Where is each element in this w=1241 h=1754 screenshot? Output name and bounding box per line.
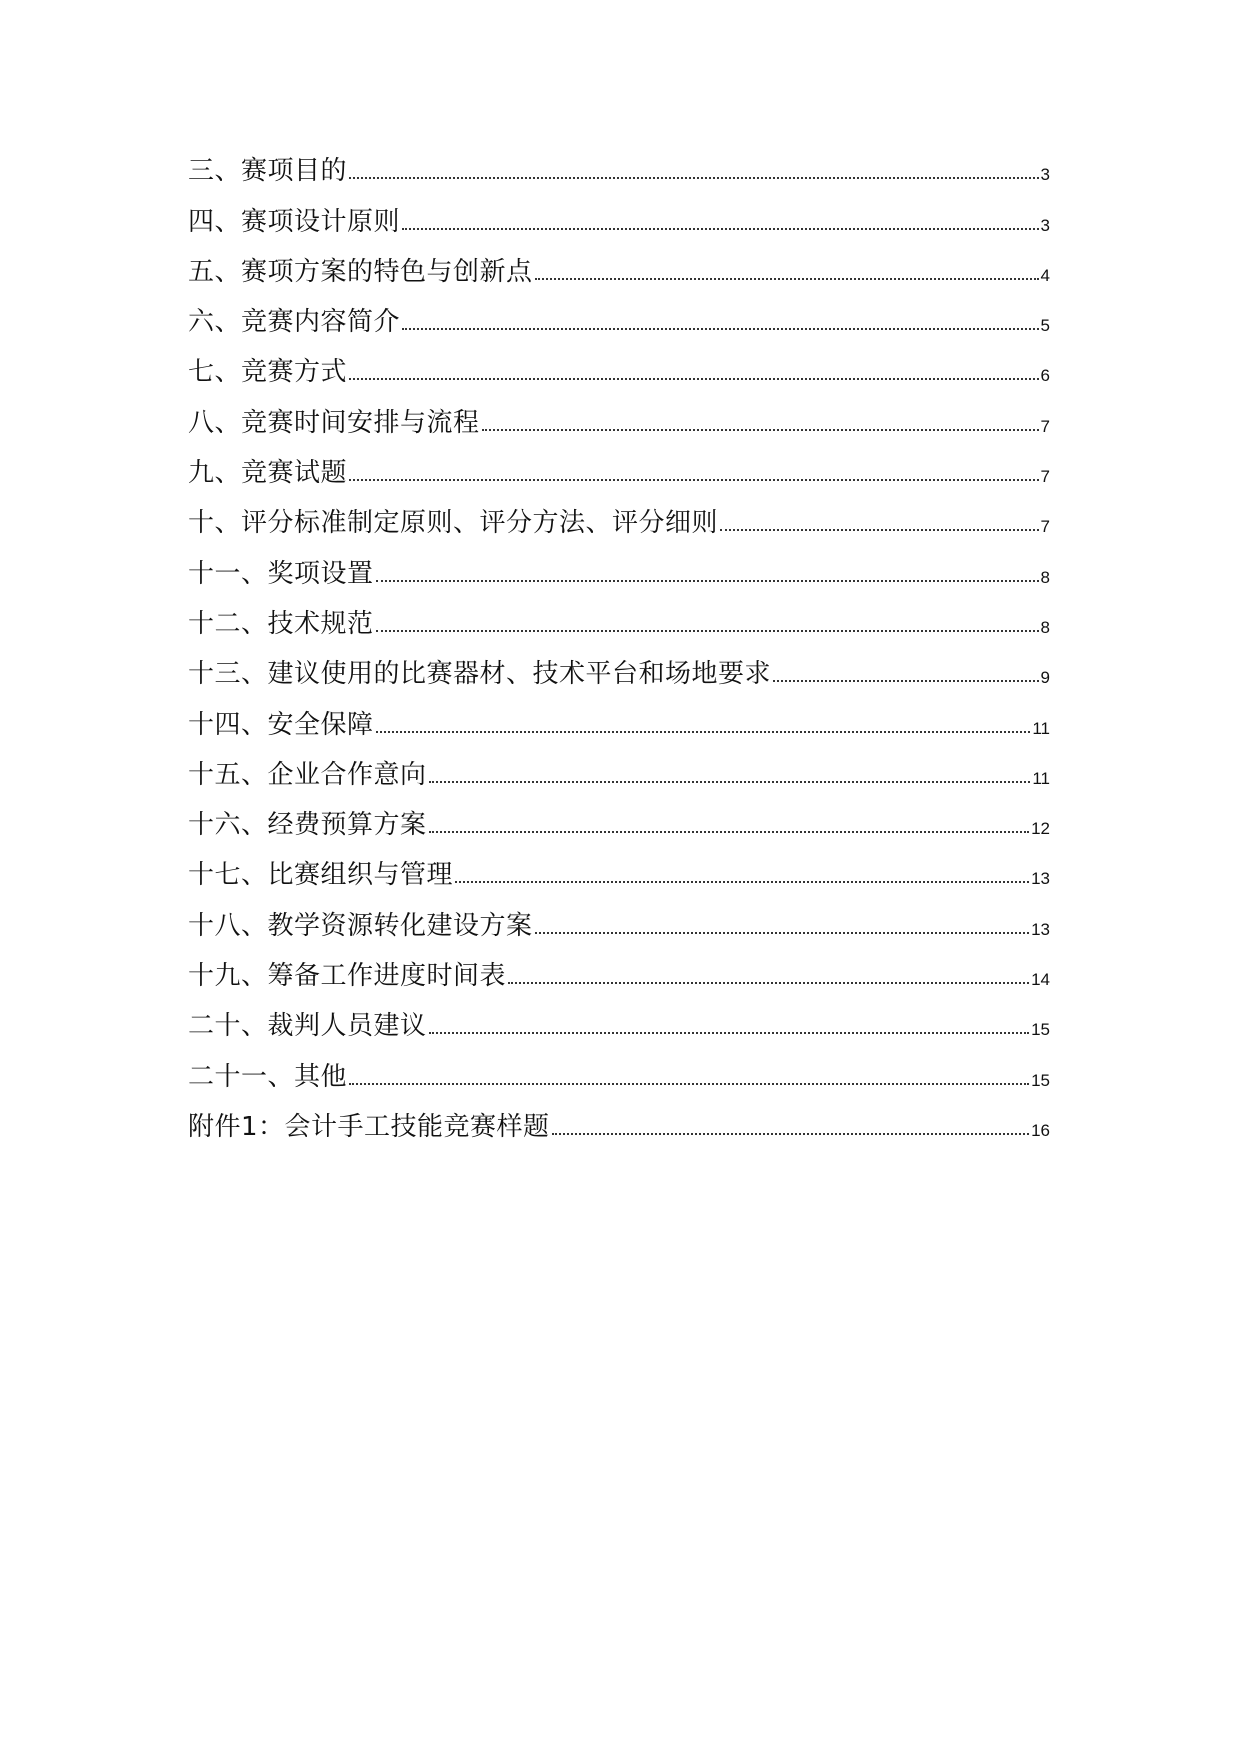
toc-entry[interactable] bbox=[188, 701, 1050, 751]
toc-entry[interactable] bbox=[188, 148, 1050, 198]
toc-entry[interactable] bbox=[188, 802, 1050, 852]
toc-dot-leader bbox=[402, 328, 1039, 330]
toc-entry-page[interactable]: 5 bbox=[1040, 316, 1050, 336]
toc-dot-leader bbox=[773, 680, 1039, 682]
toc-entry[interactable] bbox=[188, 349, 1050, 399]
toc-entry-page[interactable]: 8 bbox=[1040, 567, 1050, 587]
toc-dot-leader bbox=[349, 177, 1039, 179]
toc-entry-page[interactable]: 3 bbox=[1040, 165, 1050, 185]
toc-entry-title[interactable]: 十三、建议使用的比赛器材、技术平台和场地要求 bbox=[188, 659, 772, 690]
toc-entry-page[interactable]: 15 bbox=[1031, 1020, 1050, 1040]
toc-entry[interactable] bbox=[188, 198, 1050, 248]
toc-entry-page[interactable]: 8 bbox=[1040, 617, 1050, 637]
toc-entry[interactable] bbox=[188, 550, 1050, 600]
toc-entry-title[interactable]: 十七、比赛组织与管理 bbox=[188, 860, 454, 891]
toc-entry-page[interactable]: 11 bbox=[1032, 718, 1050, 738]
toc-dot-leader bbox=[535, 932, 1030, 934]
toc-entry-title[interactable]: 二十一、其他 bbox=[188, 1061, 348, 1092]
toc-entry-title[interactable]: 二十、裁判人员建议 bbox=[188, 1011, 427, 1042]
toc-dot-leader bbox=[349, 378, 1039, 380]
toc-entry-title[interactable]: 四、赛项设计原则 bbox=[188, 206, 401, 237]
toc-entry-page[interactable]: 7 bbox=[1040, 416, 1050, 436]
toc-entry-page[interactable]: 7 bbox=[1040, 517, 1050, 537]
toc-dot-leader bbox=[535, 278, 1039, 280]
toc-dot-leader bbox=[349, 1083, 1029, 1085]
toc-entry[interactable] bbox=[188, 852, 1050, 902]
toc-entry[interactable] bbox=[188, 953, 1050, 1003]
toc-entry[interactable] bbox=[188, 752, 1050, 802]
toc-entry[interactable] bbox=[188, 651, 1050, 701]
toc-entry-title[interactable]: 十四、安全保障 bbox=[188, 709, 374, 740]
toc-entry[interactable] bbox=[188, 249, 1050, 299]
toc-dot-leader bbox=[482, 429, 1039, 431]
toc-dot-leader bbox=[376, 630, 1039, 632]
toc-dot-leader bbox=[720, 529, 1039, 531]
toc-entry-title[interactable]: 附件1：会计手工技能竞赛样题 bbox=[188, 1111, 550, 1142]
toc-entry-page[interactable]: 6 bbox=[1040, 366, 1050, 386]
toc-entry-page[interactable]: 7 bbox=[1040, 467, 1050, 487]
toc-entry-page[interactable]: 13 bbox=[1031, 869, 1050, 889]
toc-dot-leader bbox=[455, 881, 1029, 883]
toc-entry-title[interactable]: 五、赛项方案的特色与创新点 bbox=[188, 256, 533, 287]
toc-dot-leader bbox=[349, 479, 1039, 481]
toc-entry-page[interactable]: 16 bbox=[1031, 1120, 1050, 1140]
toc-entry-title[interactable]: 十、评分标准制定原则、评分方法、评分细则 bbox=[188, 508, 719, 539]
toc-entry[interactable] bbox=[188, 299, 1050, 349]
toc-entry-title[interactable]: 十二、技术规范 bbox=[188, 608, 374, 639]
toc-entry-page[interactable]: 14 bbox=[1031, 970, 1050, 990]
toc-entry-page[interactable]: 15 bbox=[1031, 1070, 1050, 1090]
toc-entry-page[interactable]: 12 bbox=[1031, 819, 1050, 839]
toc-entry[interactable] bbox=[188, 1003, 1050, 1053]
toc-entry-title[interactable]: 十六、经费预算方案 bbox=[188, 810, 427, 841]
toc-dot-leader bbox=[429, 781, 1031, 783]
toc-dot-leader bbox=[376, 731, 1031, 733]
toc-dot-leader bbox=[376, 580, 1039, 582]
toc-entry-title[interactable]: 九、竞赛试题 bbox=[188, 458, 348, 489]
toc-entry-title[interactable]: 十五、企业合作意向 bbox=[188, 759, 427, 790]
toc-entry[interactable] bbox=[188, 1104, 1050, 1154]
toc-entry[interactable] bbox=[188, 1053, 1050, 1103]
toc-entry[interactable] bbox=[188, 902, 1050, 952]
toc-entry-title[interactable]: 十八、教学资源转化建设方案 bbox=[188, 910, 533, 941]
toc-entry[interactable] bbox=[188, 399, 1050, 449]
toc-entry[interactable] bbox=[188, 601, 1050, 651]
toc-entry-title[interactable]: 十九、筹备工作进度时间表 bbox=[188, 961, 507, 992]
toc-dot-leader bbox=[429, 1032, 1030, 1034]
toc-entry-title[interactable]: 七、竞赛方式 bbox=[188, 357, 348, 388]
toc-entry-page[interactable]: 11 bbox=[1032, 768, 1050, 788]
toc-entry-page[interactable]: 9 bbox=[1040, 668, 1050, 688]
toc-entry-page[interactable]: 13 bbox=[1031, 919, 1050, 939]
toc-dot-leader bbox=[508, 982, 1029, 984]
toc-entry-page[interactable]: 3 bbox=[1040, 215, 1050, 235]
toc-dot-leader bbox=[402, 228, 1039, 230]
toc-dot-leader bbox=[429, 831, 1030, 833]
toc-entry-page[interactable]: 4 bbox=[1040, 265, 1050, 285]
toc-entry[interactable] bbox=[188, 450, 1050, 500]
toc-entry-title[interactable]: 十一、奖项设置 bbox=[188, 558, 374, 589]
toc-entry[interactable] bbox=[188, 500, 1050, 550]
toc-entry-title[interactable]: 三、赛项目的 bbox=[188, 156, 348, 187]
toc-dot-leader bbox=[552, 1133, 1030, 1135]
toc-entry-title[interactable]: 八、竞赛时间安排与流程 bbox=[188, 407, 480, 438]
toc-entry-title[interactable]: 六、竞赛内容简介 bbox=[188, 307, 401, 338]
table-of-contents bbox=[188, 148, 1050, 1154]
